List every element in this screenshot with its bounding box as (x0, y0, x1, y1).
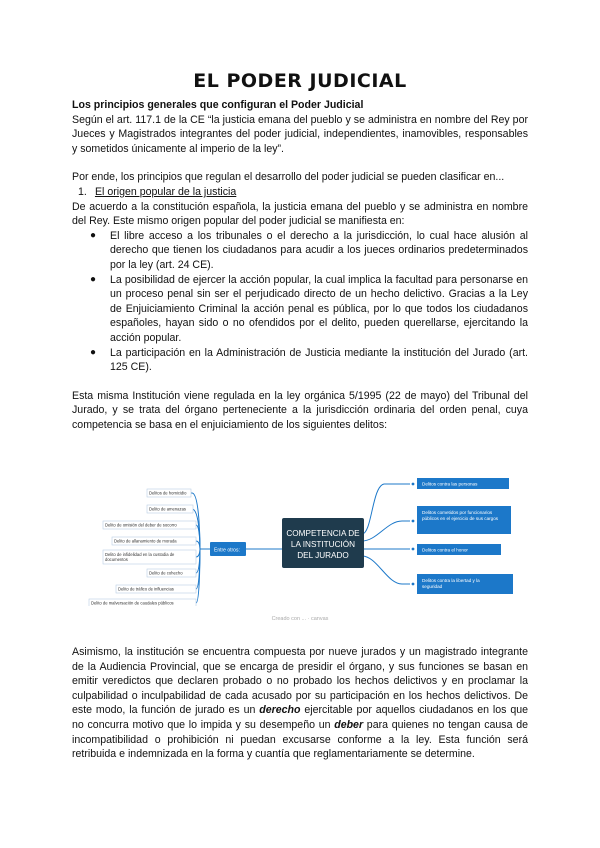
left-item (147, 489, 191, 497)
right-connectors (362, 484, 410, 584)
left-item-label: Delito de malversación de caudales públicos (91, 600, 174, 606)
left-item (147, 505, 193, 513)
classify-paragraph: Por ende, los principios que regulan el desarrollo del poder judicial se pueden clasificar en... (72, 171, 505, 184)
document-title: EL PODER JUDICIAL (193, 70, 407, 92)
bullet-icon: ● (90, 346, 97, 358)
derecho-emphasis: derecho (259, 704, 301, 717)
left-item (116, 585, 196, 593)
left-item (89, 599, 196, 606)
list-item (90, 346, 528, 375)
intro-paragraph: Según el art. 117.1 de la CE “la justicia emana del pueblo y se administra en nombre del Rey por Jueces y Magistrados integrantes del poder judicial, independientes, inamovibles, responsables y sometidos únicamente al imperio de la ley”. (72, 113, 528, 155)
right-items (417, 478, 513, 594)
list-item-text: La participación en la Administración de Justicia mediante la institución del Jurado (art. 125 CE). (110, 346, 528, 374)
left-hub-label: Entre otros: (214, 547, 240, 554)
left-item-label: Delito de infidelidad en la custodia de documentos (105, 552, 175, 563)
section-heading-1 (78, 185, 528, 200)
left-item (103, 550, 196, 564)
bullet-icon: ● (90, 229, 97, 241)
bullet-icon: ● (90, 273, 97, 285)
arrow-tips (412, 483, 415, 586)
left-items (89, 489, 196, 606)
mindmap (72, 446, 528, 606)
center-node (282, 518, 364, 568)
mindmap-caption: Creado con ... · canvas (271, 616, 329, 623)
final-text-1: Asimismo, la institución se encuentra compuesta por nueve jurados y un magistrado integrante de la Audiencia Provincial, que se encarga de presidir el órgano, y sus funciones se basan en emitir veredictos que declaren probado o no probado los hechos delictivos y en proclamar la culpabilidad o inculpabilidad de cada acusado por su participación en los hechos delictivos. De este modo, la función de jurado es un (72, 646, 528, 717)
document-subtitle: Los principios generales que configuran el Poder Judicial (72, 99, 364, 111)
left-item-label: Delito de tráfico de influencias (118, 586, 174, 592)
list-item (90, 229, 528, 273)
center-line-3: DEL JURADO (297, 551, 349, 561)
list-item-text: El libre acceso a los tribunales o el derecho a la jurisdicción, lo cual hace alusión al derecho que tienen los ciudadanos para acudir a los jueces ordinarios predeterminados por la ley (art. 24 CE). (110, 229, 528, 271)
left-item-label: Delito de allanamiento de morada (114, 538, 177, 544)
right-item (417, 506, 511, 534)
list-item (90, 273, 528, 346)
section-1-paragraph: De acuerdo a la constitución española, la justicia emana del pueblo y se administra en nombre del Rey. Este mismo origen popular del poder judicial se manifiesta en: (72, 200, 528, 228)
right-item (417, 574, 513, 594)
right-item-label: Delitos cometidos por funcionarios públicos en el ejercicio de sus cargos (422, 510, 499, 522)
left-item-label: Delito de omisión del deber de socorro (105, 522, 177, 528)
left-item (103, 521, 196, 529)
section-title: El origen popular de la justicia (94, 185, 237, 198)
right-item-label: Delitos contra el honor (422, 547, 468, 553)
left-item (147, 569, 196, 577)
document-page (72, 70, 528, 762)
deber-emphasis: deber (334, 719, 364, 732)
right-item (417, 544, 501, 555)
left-hub (210, 542, 246, 556)
right-item-label: Delitos contra la libertad y la seguridad (422, 578, 480, 590)
mindmap-svg (72, 446, 528, 606)
final-text-2: ejercitable por aquellos ciudadanos en los que no concurra motivo que lo impida y su desempeño un (72, 704, 528, 732)
center-line-1: COMPETENCIA DE (286, 529, 360, 539)
right-item-label: Delitos contra las personas (422, 481, 478, 487)
jurado-paragraph: Esta misma Institución viene regulada en la ley orgánica 5/1995 (22 de mayo) del Tribunal del Jurado, y se trata del órgano perteneciente a la jurisdicción ordinaria del orden penal, cuya competencia se basa en el enjuiciamiento de los siguientes delitos: (72, 389, 528, 431)
section-number: 1. (78, 185, 87, 198)
left-item-label: Delito de amenazas (149, 506, 187, 512)
final-paragraph (72, 645, 528, 762)
left-item-label: Delitos de homicidio (149, 490, 187, 496)
left-item (112, 537, 196, 545)
list-item-text: La posibilidad de ejercer la acción popular, la cual implica la facultad para personarse en un proceso penal sin ser el perjudicado directo de un hecho delictivo. Gracias a la Ley de Enjuiciamiento Criminal la acción penal es pública, por lo que todos los ciudadanos españoles, hayan sido o no ofendidos por el delito, pueden querellarse, ejercitando la acción popular. (110, 273, 528, 344)
right-item (417, 478, 509, 489)
final-text-3: para quienes no tengan causa de incompatibilidad o prohibición ni puedan excusarse conforme a la ley. Esta función será retribuida e indemnizada en la forma y cuantía que reglamentariamente se determine. (72, 719, 528, 761)
center-line-2: LA INSTITUCIÓN (290, 540, 356, 550)
bullet-list (72, 229, 528, 375)
left-item-label: Delito de cohecho (149, 570, 183, 576)
